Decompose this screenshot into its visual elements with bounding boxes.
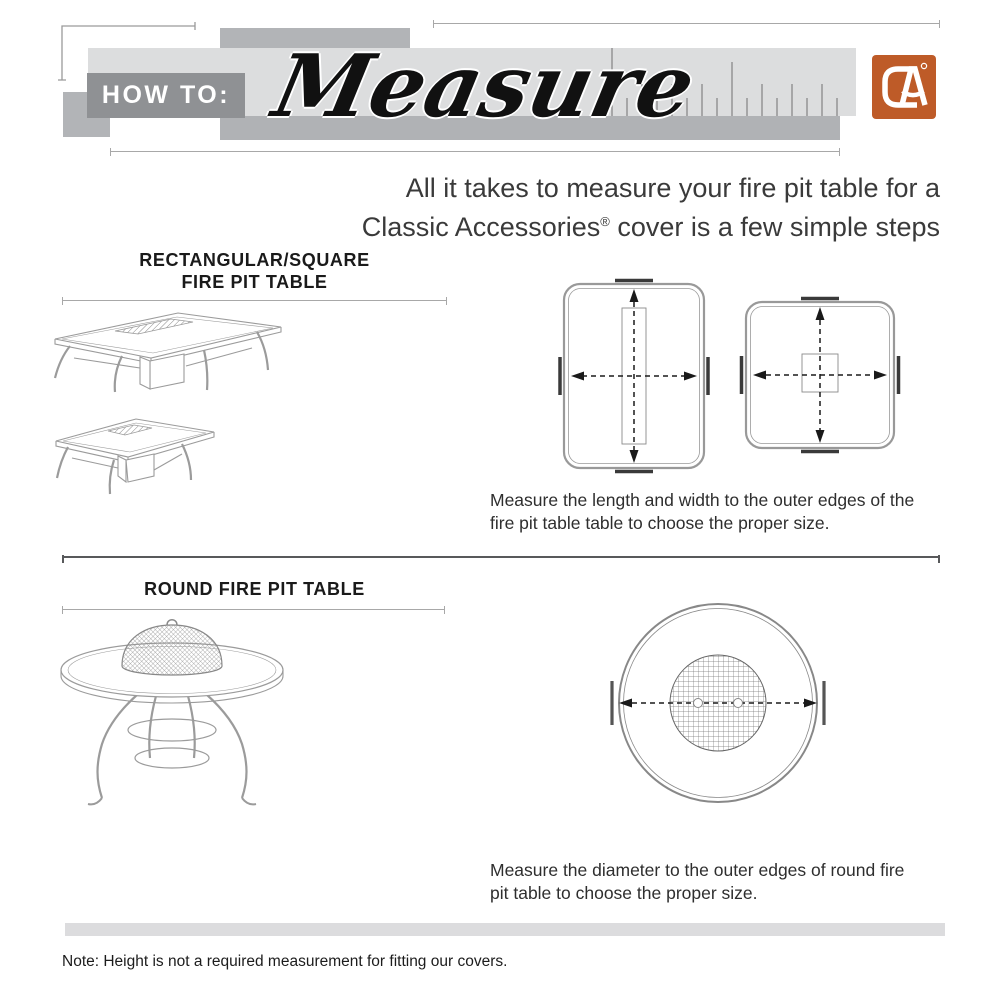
round-heading: ROUND FIRE PIT TABLE [144, 579, 365, 599]
round-section-underline [62, 609, 445, 610]
rect-caption [490, 489, 950, 535]
intro-line-2: Classic Accessories® cover is a few simple steps [361, 212, 940, 242]
square-measure-diagram [738, 294, 902, 456]
round-caption-line1: Measure the diameter to the outer edges of round fire [490, 860, 905, 880]
header-bottom-line [110, 151, 840, 152]
rect-square-heading-line2: FIRE PIT TABLE [181, 272, 328, 292]
footer-bar [65, 923, 945, 936]
intro-text [362, 172, 940, 244]
rect-caption-line1: Measure the length and width to the outer edges of the [490, 490, 915, 510]
square-fire-pit-table-illustration [52, 410, 222, 506]
howto-kicker-label: HOW TO: [101, 81, 231, 109]
howto-kicker [87, 73, 245, 118]
classic-accessories-logo-icon [872, 55, 936, 119]
round-caption [490, 859, 950, 905]
round-caption-line2: pit table to choose the proper size. [490, 883, 758, 903]
rect-square-heading [62, 249, 447, 293]
rect-caption-line2: fire pit table table to choose the proper size. [490, 513, 830, 533]
section-divider [62, 556, 940, 558]
footer-note: Note: Height is not a required measurement for fitting our covers. [62, 953, 508, 970]
rect-square-heading-line1: RECTANGULAR/SQUARE [139, 250, 370, 270]
rect-section-underline [62, 300, 447, 301]
round-measure-diagram [608, 596, 828, 810]
header-top-right-line [433, 23, 940, 24]
page-title: Measure [265, 36, 704, 137]
intro-line-1: All it takes to measure your fire pit table for a [405, 173, 940, 203]
round-fire-pit-table-illustration [58, 618, 288, 814]
rect-fire-pit-table-illustration [52, 306, 284, 402]
registered-mark: ® [600, 214, 610, 229]
rect-measure-diagram [556, 276, 712, 476]
